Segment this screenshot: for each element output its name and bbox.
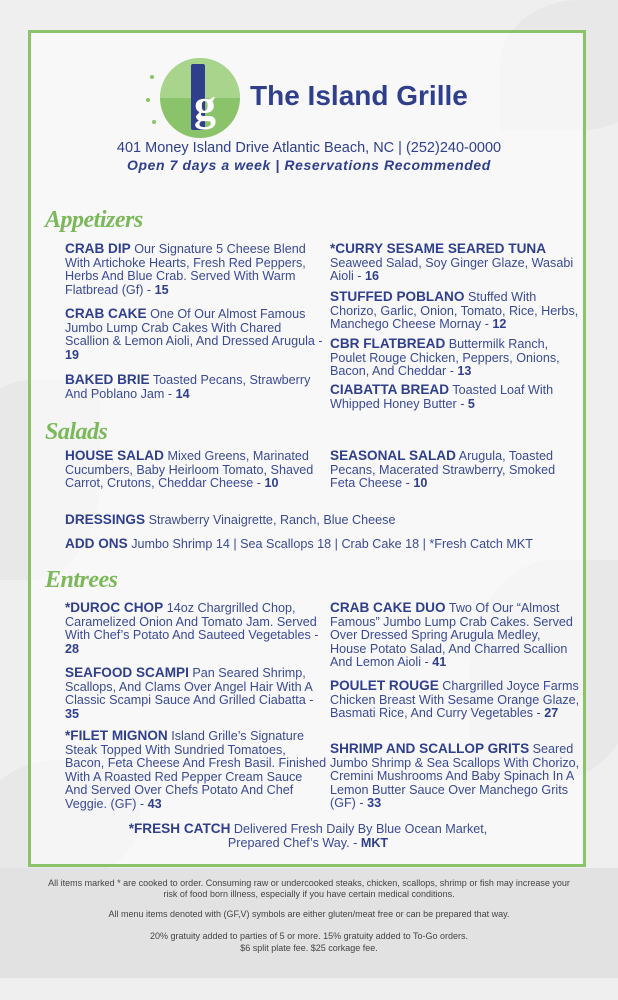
menu-item-house-salad: HOUSE SALAD Mixed Greens, Marinated Cucumbers, Baby Heirloom Tomato, Shaved Carrot, Crutons, Cheddar Cheese - 10 <box>65 448 314 491</box>
menu-item-duroc-chop: *DUROC CHOP 14oz Chargrilled Chop, Caramelized Onion And Tomato Jam. Served With Chef’s Potato And Sauteed Vegetables - 28 <box>65 600 319 656</box>
menu-item-crab-dip: CRAB DIP Our Signature 5 Cheese Blend With Artichoke Hearts, Fresh Red Peppers, Herbs And Blue Crab. Served With Warm Flatbread (Gf) - 15 <box>65 241 306 297</box>
island-grille-logo-icon: g <box>160 58 240 138</box>
address-line: 401 Money Island Drive Atlantic Beach, NC | (252)240-0000 <box>116 140 502 156</box>
footer-note-raw-food: All items marked * are cooked to order. Consuming raw or undercooked steaks, chicken, scallops, shrimp or fish may increase your risk of food born illness, especially if you have certain medical conditions. <box>48 878 570 899</box>
restaurant-name: The Island Grille <box>250 80 468 111</box>
logo-dot <box>150 75 154 79</box>
menu-item-filet-mignon: *FILET MIGNON Island Grille’s Signature Steak Topped With Sundried Tomatoes, Bacon, Feta Cheese And Fresh Basil. Finished With A Roasted Red Pepper Cream Sauce And Served Over Chefs Potato And Chef Veggie. (GF) - 43 <box>65 728 327 811</box>
menu-item-add-ons: ADD ONS Jumbo Shrimp 14 | Sea Scallops 18 | Crab Cake 18 | *Fresh Catch MKT <box>65 536 533 551</box>
hours-line: Open 7 days a week | Reservations Recommended <box>127 157 491 173</box>
menu-item-stuffed-poblano: STUFFED POBLANO Stuffed With Chorizo, Garlic, Onion, Tomato, Rice, Herbs, Manchego Cheese Mornay - 12 <box>330 289 579 332</box>
menu-item-crab-cake-duo: CRAB CAKE DUO Two Of Our “Almost Famous” Jumbo Lump Crab Cakes. Served Over Dressed Spring Arugula Medley, House Potato Salad, And Charred Scallion And Lemon Aioli - 41 <box>330 600 573 670</box>
menu-item-baked-brie: BAKED BRIE Toasted Pecans, Strawberry And Poblano Jam - 14 <box>65 372 311 401</box>
section-entrees: Entrees <box>45 567 118 593</box>
footer-note-fees: $6 split plate fee. $25 corkage fee. <box>240 943 378 953</box>
menu-item-ciabatta-bread: CIABATTA BREAD Toasted Loaf With Whipped Honey Butter - 5 <box>330 382 554 411</box>
logo-dot <box>152 120 156 124</box>
menu-item-dressings: DRESSINGS Strawberry Vinaigrette, Ranch, Blue Cheese <box>65 512 396 527</box>
menu-item-shrimp-scallop-grits: SHRIMP AND SCALLOP GRITS Seared Jumbo Shrimp & Sea Scallops With Chorizo, Cremini Mushrooms And Baby Spinach In A Lemon Butter Sauce Over Manchego Grits (GF) - 33 <box>330 741 580 811</box>
menu-item-curry-tuna: *CURRY SESAME SEARED TUNA Seaweed Salad, Soy Ginger Glaze, Wasabi Aioli - 16 <box>330 241 574 284</box>
menu-item-poulet-rouge: POULET ROUGE Chargrilled Joyce Farms Chicken Breast With Sesame Orange Glaze, Basmati Rice, And Curry Vegetables - 27 <box>330 678 580 721</box>
menu-item-seafood-scampi: SEAFOOD SCAMPI Pan Seared Shrimp, Scallops, And Clams Over Angel Hair With A Classic Scampi Sauce And Grilled Ciabatta - 35 <box>65 665 314 721</box>
footer-note-gluten: All menu items denoted with (GF,V) symbols are either gluten/meat free or can be prepared that way. <box>108 909 510 919</box>
logo-dot <box>146 98 150 102</box>
footer-note-gratuity: 20% gratuity added to parties of 5 or more. 15% gratuity added to To-Go orders. <box>149 931 468 941</box>
menu-item-cbr-flatbread: CBR FLATBREAD Buttermilk Ranch, Poulet Rouge Chicken, Peppers, Onions, Bacon, And Cheddar - 13 <box>330 336 560 379</box>
menu-item-crab-cake: CRAB CAKE One Of Our Almost Famous Jumbo Lump Crab Cakes With Chared Scallion & Lemon Aioli, And Dressed Arugula - 19 <box>65 306 323 362</box>
menu-item-fresh-catch: *FRESH CATCH Delivered Fresh Daily By Blue Ocean Market, Prepared Chef’s Way. - MKT <box>128 821 488 850</box>
section-salads: Salads <box>45 419 108 445</box>
section-appetizers: Appetizers <box>45 207 143 233</box>
menu-item-seasonal-salad: SEASONAL SALAD Arugula, Toasted Pecans, Macerated Strawberry, Smoked Feta Cheese - 10 <box>330 448 556 491</box>
